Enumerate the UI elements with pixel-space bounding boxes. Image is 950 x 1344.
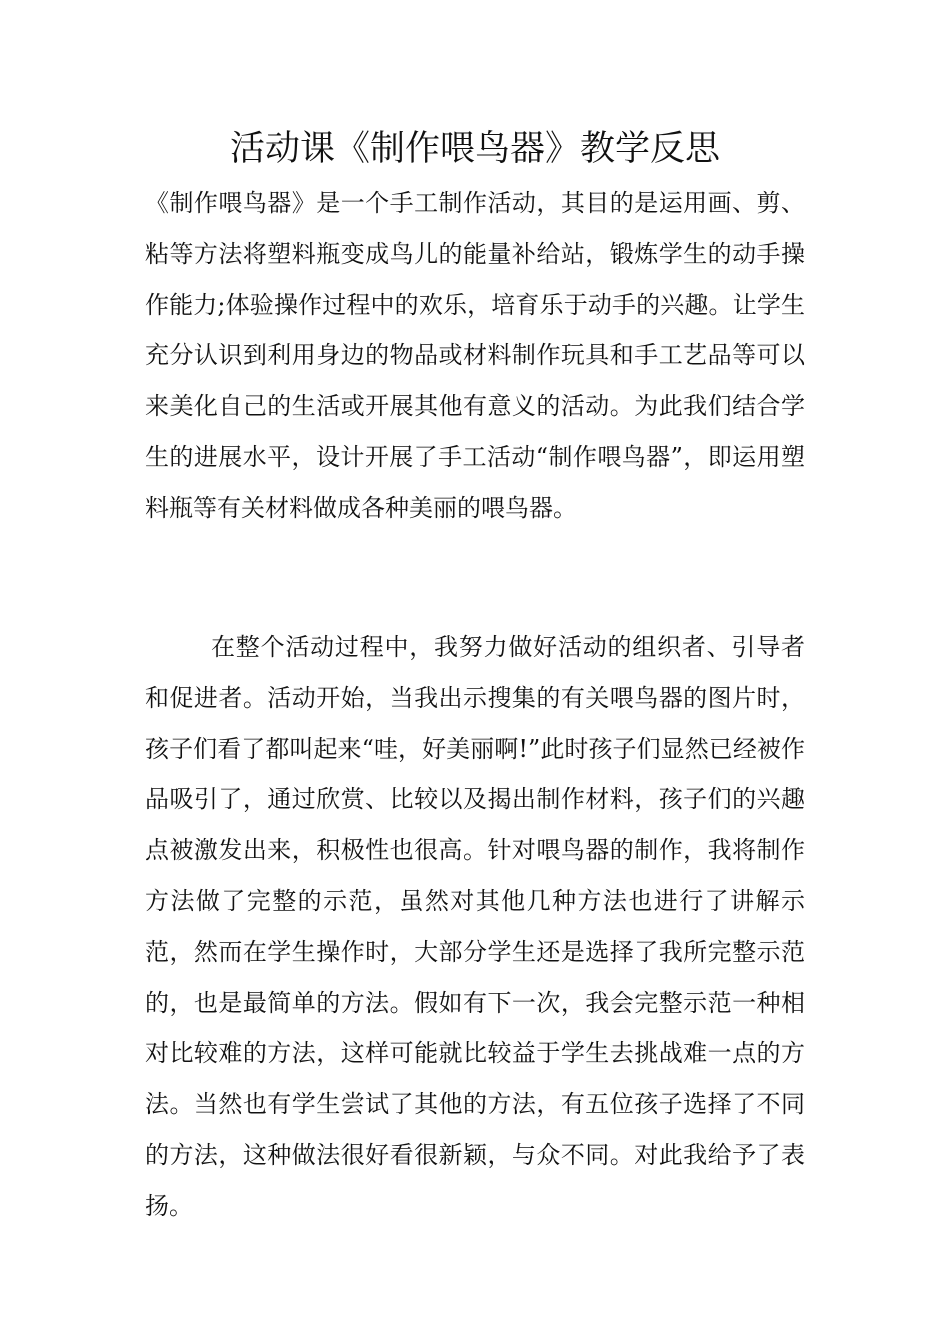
paragraph-intro: 《制作喂鸟器》是一个手工制作活动，其目的是运用画、剪、粘等方法将塑料瓶变成鸟儿的能量补给站，锻炼学生的动手操作能力;体验操作过程中的欢乐，培育乐于动手的兴趣。让学生充分认识到利用身边的物品或材料制作玩具和手工艺品等可以来美化自己的生活或开展其他有意义的活动。为此我们结合学生的进展水平，设计开展了手工活动“制作喂鸟器”，即运用塑料瓶等有关材料做成各种美丽的喂鸟器。 (145, 189, 805, 522)
paragraph-reflection: 在整个活动过程中，我努力做好活动的组织者、引导者和促进者。活动开始，当我出示搜集的有关喂鸟器的图片时，孩子们看了都叫起来“哇，好美丽啊!”此时孩子们显然已经被作品吸引了，通过欣赏、比较以及揭出制作材料，孩子们的兴趣点被激发出来，积极性也很高。针对喂鸟器的制作，我将制作方法做了完整的示范，虽然对其他几种方法也进行了讲解示范，然而在学生操作时，大部分学生还是选择了我所完整示范的，也是最简单的方法。假如有下一次，我会完整示范一种相对比较难的方法，这样可能就比较益于学生去挑战难一点的方法。当然也有学生尝试了其他的方法，有五位孩子选择了不同的方法，这种做法很好看很新颖，与众不同。对此我给予了表扬。 (145, 633, 805, 1220)
document-title: 活动课《制作喂鸟器》教学反思 (229, 129, 720, 169)
